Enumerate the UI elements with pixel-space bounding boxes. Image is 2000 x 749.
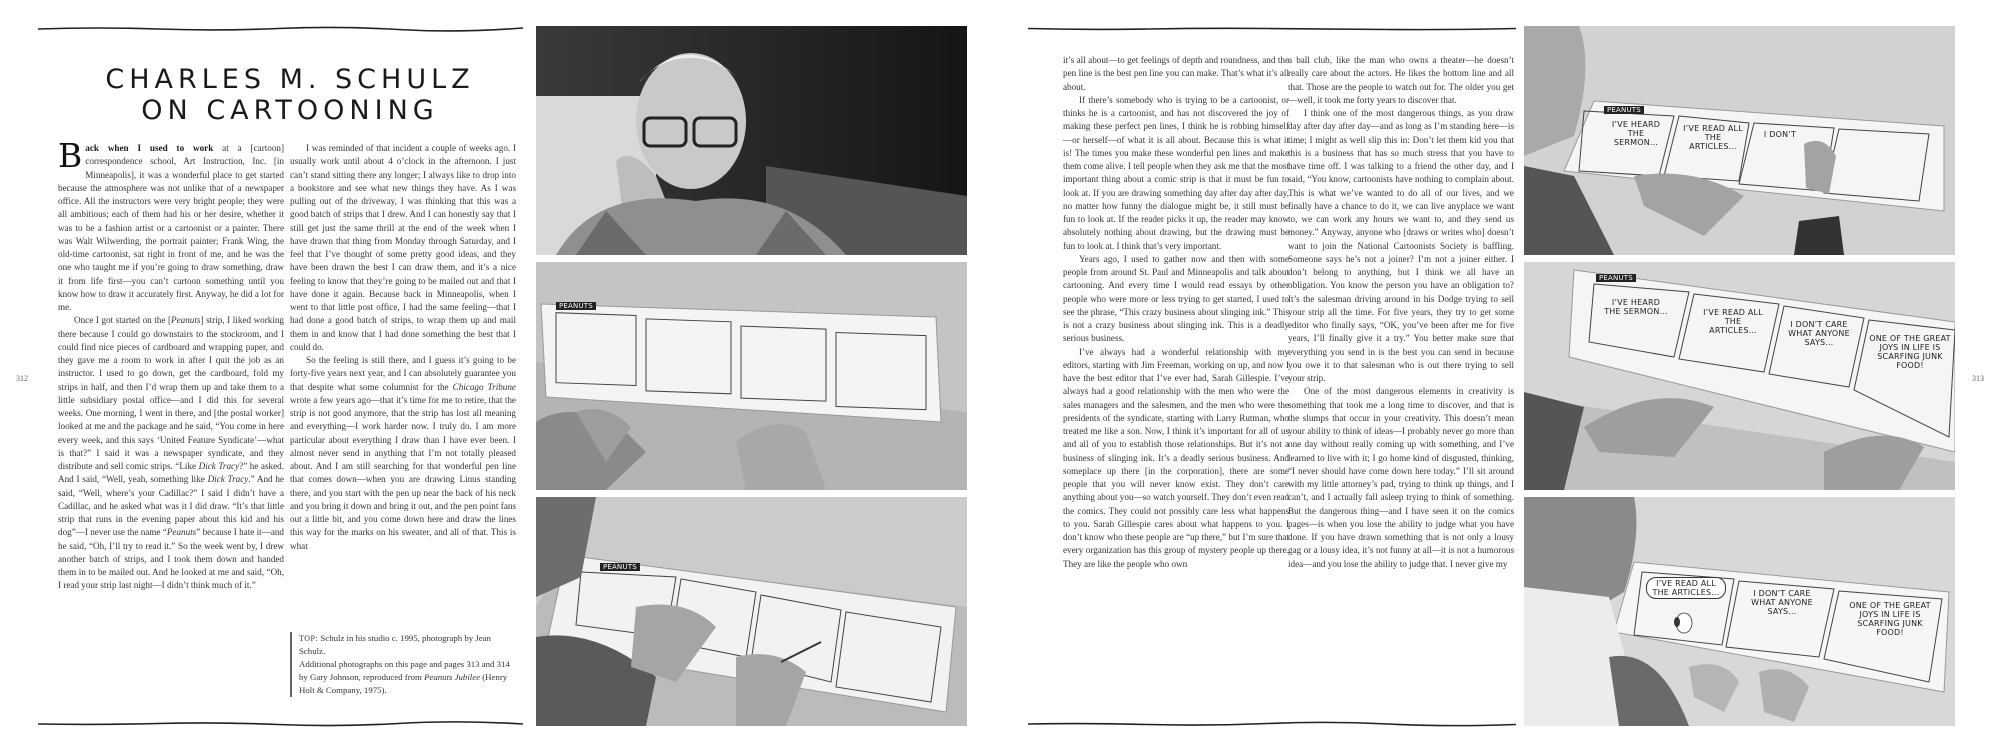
paragraph-text: ” because I hate it—and he said, “Oh, I’ll try to read it.” So the week went by, I drew another batch of strips, and I took them down and handed them in to be mailed out. And he looked at me and said, “Oh, I read your strip last night—I didn’t think much of it.” [58,527,284,591]
paragraph [58,314,284,592]
article-title [60,64,520,126]
right-page-column-2 [1288,54,1514,571]
drawing-board-photo-3 [1524,26,1955,255]
page-number-right: 313 [1972,374,1984,383]
page-number-left: 312 [16,374,28,383]
paragraph-text: ?” he asked. And I said, “Well, yeah, something like [58,461,284,485]
paragraph-text: ] strip, I liked working there because I could go downstairs to the stockroom, and I could find nice pieces of cardboard and wrapping paper, and they gave me a room to work in after I quit the job as an instructor. I used to go down, get the cardboard, fold my strips in half, and then I’d wrap them up and take them to a little subsidiary postal office—and I did this for several weeks. One morning, I went in there, and [the postal worker] looked at me and the package and he said, “You come in here every week, and this says ‘United Feature Syndicate’—what is that?” I said it was a newspaper syndicate, and they distribute and sell comic strips. “Like [58,315,284,471]
drawing-board-photo-2 [536,497,967,726]
drawing-board-photo-5 [1524,497,1955,726]
paragraph-text: wrote a few years ago—that it’s time for me to retire, that the strip is not good anymore, that the strip has lost all meaning and everything—I work harder now. I truly do. I am more particular about everything I draw than I have ever been. I almost never send in anything that I’m not totally pleased about. And I am still searching for that wonderful pen line that comes down—when you are drawing Linus standing there, and you start with the pen up near the back of his neck and you bring it down and bring it out, and the pen point fans out a little bit, and you come down here and draw the lines this way for the marks on his sweater, and all of that. This is what [290,394,516,551]
lead-in: ack when I used to work [85,143,214,153]
strip-logo: PEANUTS [1596,274,1636,282]
drawing-board-photo-1 [536,262,967,490]
paragraph-text: at a [cartoon] correspondence school, Art Instruction, Inc. [in Minneapolis], it was a wonderful place to get started because the atmosphere was not unlike that of a newspaper office. All the instructors were very bright people; they were all ambitious; each of them had his or her desire, whether it was to be a fashion artist or a cartoonist or a painter. There was Walt Wilwerding, the portrait painter; Frank Wing, the old-time cartoonist, sat right in front of me, and he was the one who taught me if you’re going to draw something, draw it from life first—you can’t cartoon something until you know how to draw it accurately first. Anyway, he did a lot for me. [58,143,284,312]
paragraph-text: Once I got started on the [ [74,315,172,326]
paragraph-text: .” And he said, “Well, where’s your Cadillac?” I said I didn’t have a Cadillac, and he asked what was it I did draw. “It’s that little strip that runs in the evening paper about this kid and his dog”—I never use the name “ [58,474,284,538]
panel-text: I’VE HEARD THE SERMON… [1604,298,1668,316]
strip-logo: PEANUTS [600,563,640,571]
italic-title: Peanuts [166,527,197,538]
panel-text: I’VE READ ALL THE ARTICLES… [1683,124,1743,151]
paragraph: I’ve always had a wonderful relationship with my editors, starting with Jim Freeman, working on up, and now I have the best editor that I’ve ever had, Sarah Gillespie. I’ve always had a good relationship with the men who were the sales managers and the salesmen, and the men who were the presidents of the syndicate, starting with Larry Rutman, who treated me like a son. Now, I think it’s important for all of us and all of you to establish those relationships. But it’s not a business of slinging ink. It’s a deadly serious business. And someplace up there [in the corporation], there are some people that you will never know exist. They don’t care anything about you—so watch yourself. They don’t even read the comics. They could not possibly care less what happens to you. Sarah Gillespie cares about what happens to you. I don’t know who these people are “up there,” but I’m sure that every organization has this group of mystery people up there. They are like the people who own [1063,346,1289,569]
paragraph: If there’s somebody who is trying to be a cartoonist, or thinks he is a cartoonist, and has not discovered the joy of making these perfect pen lines, I think he is robbing himself—or herself—of what it is all about. Because this is what it is! The times you make these wonderful pen lines and make them come alive. I tell people when they ask me that the most important thing about a comic strip is that it must be fun to look at. If you are drawing something day after day after day, no matter how funny the dialogue might be, it still must be fun to look at. If the reader picks it up, the reader may know absolutely nothing about drawing, but the drawing must be fun to look at. I think that’s very important. [1063,94,1289,251]
italic-title: Peanuts [171,315,201,326]
strip-logo: PEANUTS [556,302,596,310]
photo-caption [290,632,515,697]
top-rule-left [38,26,523,29]
panel-text: ONE OF THE GREAT JOYS IN LIFE IS SCARFING JUNK FOOD! [1849,601,1931,637]
strip-logo: PEANUTS [1604,106,1644,114]
left-page-column-2 [290,142,516,553]
caption-label: TOP: [299,634,319,643]
bottom-rule-left [38,721,523,724]
italic-title: Chicago Tribune [452,381,516,392]
right-page-column-1 [1063,54,1289,571]
left-page-column-1 [58,136,284,593]
paragraph-text: So the feeling is still there, and I guess it’s going to be forty-five years next year, and I can absolutely guarantee you that despite what some columnist for the [290,355,516,392]
paragraph: Years ago, I used to gather now and then with some people from around St. Paul and Minneapolis and talk about cartooning. And every time I would read essays by other people who were more or less trying to get started, I used to see the phrase, “This crazy business about slinging ink.” This is not a crazy business about slinging ink. This is a deadly serious business. [1063,253,1289,344]
paragraph: a ball club, like the man who owns a theater—he doesn’t really care about the actors. He likes the bottom line and all that. Those are the people to watch out for. The older you get—well, it took me forty years to discover that. [1288,55,1514,105]
caption-text: Additional photographs on this page and pages 313 and 314 by Gary Johnson, reproduced from [299,659,510,682]
panel-text: I’VE READ ALL THE ARTICLES… [1646,577,1726,599]
caption-book-title: Peanuts Jubilee [424,672,481,682]
drawing-board-photo-4 [1524,262,1955,490]
title-line-1: CHARLES M. SCHULZ [105,64,475,95]
panel-text: I DON’T [1763,130,1797,139]
panel-text: I’VE READ ALL THE ARTICLES… [1703,308,1763,335]
caption-text: Schulz in his studio c. 1995, photograph by Jean Schulz. [299,633,491,656]
portrait-photo [536,26,967,255]
panel-text: I’VE HEARD THE SERMON… [1611,120,1661,147]
italic-title: Dick Tracy [198,461,240,471]
paragraph [58,136,284,314]
paragraph [290,354,516,553]
paragraph: I was reminded of that incident a couple of weeks ago. I usually work until about 4 o’clock in the afternoon. I just can’t stand sitting there any longer; I always like to drop into a bookstore and see what new things they have. As I was pulling out of the driveway, I was thinking that this was a good batch of strips that I drew. And I can honestly say that I still get just the same thrill at the end of the week when I have drawn that thing from Monday through Saturday, and I feel that I’ve thought of some pretty good ideas, and they have been drawn the best I can draw them, and it’s a nice feeling to know that they’re going to be mailed out and that I have done it again. Because back in Minneapolis, when I went to that little post office, I had the same feeling—that I had done a good batch of strips, to wrap them up and mail them in and know that I had done something the best that I could do. [290,143,516,352]
panel-text: I DON’T CARE WHAT ANYONE SAYS… [1788,320,1850,347]
top-rule-right [1028,26,1516,29]
paragraph: it’s all about—to get feelings of depth and roundness, and the pen line is the best pen line you can make. That’s what it’s all about. [1063,55,1289,92]
paragraph: I think one of the most dangerous things, as you draw day after day after day—and as long as I’m standing here—is time; I might as well slip this in: Don’t let them kid you that this is a business that has so much stress that you have to have time off. I was talking to a friend the other day, and I said, “You know, cartoonists have nothing to complain about. This is what we’ve wanted to do all of our lives, and we finally have a chance to do it, we can live anyplace we want to, we can work any hours we want to, and they send us money.” Anyway, anyone who [draws or writes who] doesn’t want to join the National Cartoonists Society is baffling. Someone says he’s not a joiner? I’m not a joiner either. I don’t belong to anything, but I think we all have an obligation. You know the person you have an obligation to? It’s the salesman driving around in his Dodge trying to sell your strip all the time. For five years, they try to get some editor who finally says, “OK, you’ve been after me for five years, I’ll finally give it a try.” You better make sure that everything you send in is the best you can send in because you owe it to that salesman who is out there trying to sell your strip. [1288,108,1514,383]
caption-text: (Henry Holt & Company, 1975). [299,672,508,695]
title-line-2: ON CARTOONING [141,95,439,126]
panel-text: ONE OF THE GREAT JOYS IN LIFE IS SCARFING JUNK FOOD! [1869,334,1951,370]
drop-cap: B [58,136,83,175]
bottom-rule-right [1028,721,1516,724]
panel-text: I DON’T CARE WHAT ANYONE SAYS… [1751,589,1813,616]
italic-title: Dick Tracy [207,474,249,485]
paragraph: One of the most dangerous elements in creativity is something that took me a long time to discover, and that is the slumps that occur in your creativity. This doesn’t mean your ability to think of ideas—I probably never go more than one day without really coming up with something, and I’ve learned to live with it; I go home kind of disgusted, thinking, “I never should have come down here today.” I’ll sit around with my little attorney’s pad, trying to think up things, and I can’t, and I actually fall asleep trying to think of something. But the dangerous thing—and I have seen it on the comics pages—is when you lose the ability to judge what you have done. If you have drawn something that is not only a lousy gag or a lousy idea, it’s not funny at all—it is not a humorous idea—and you lose the ability to judge that. I never give my [1288,386,1514,569]
